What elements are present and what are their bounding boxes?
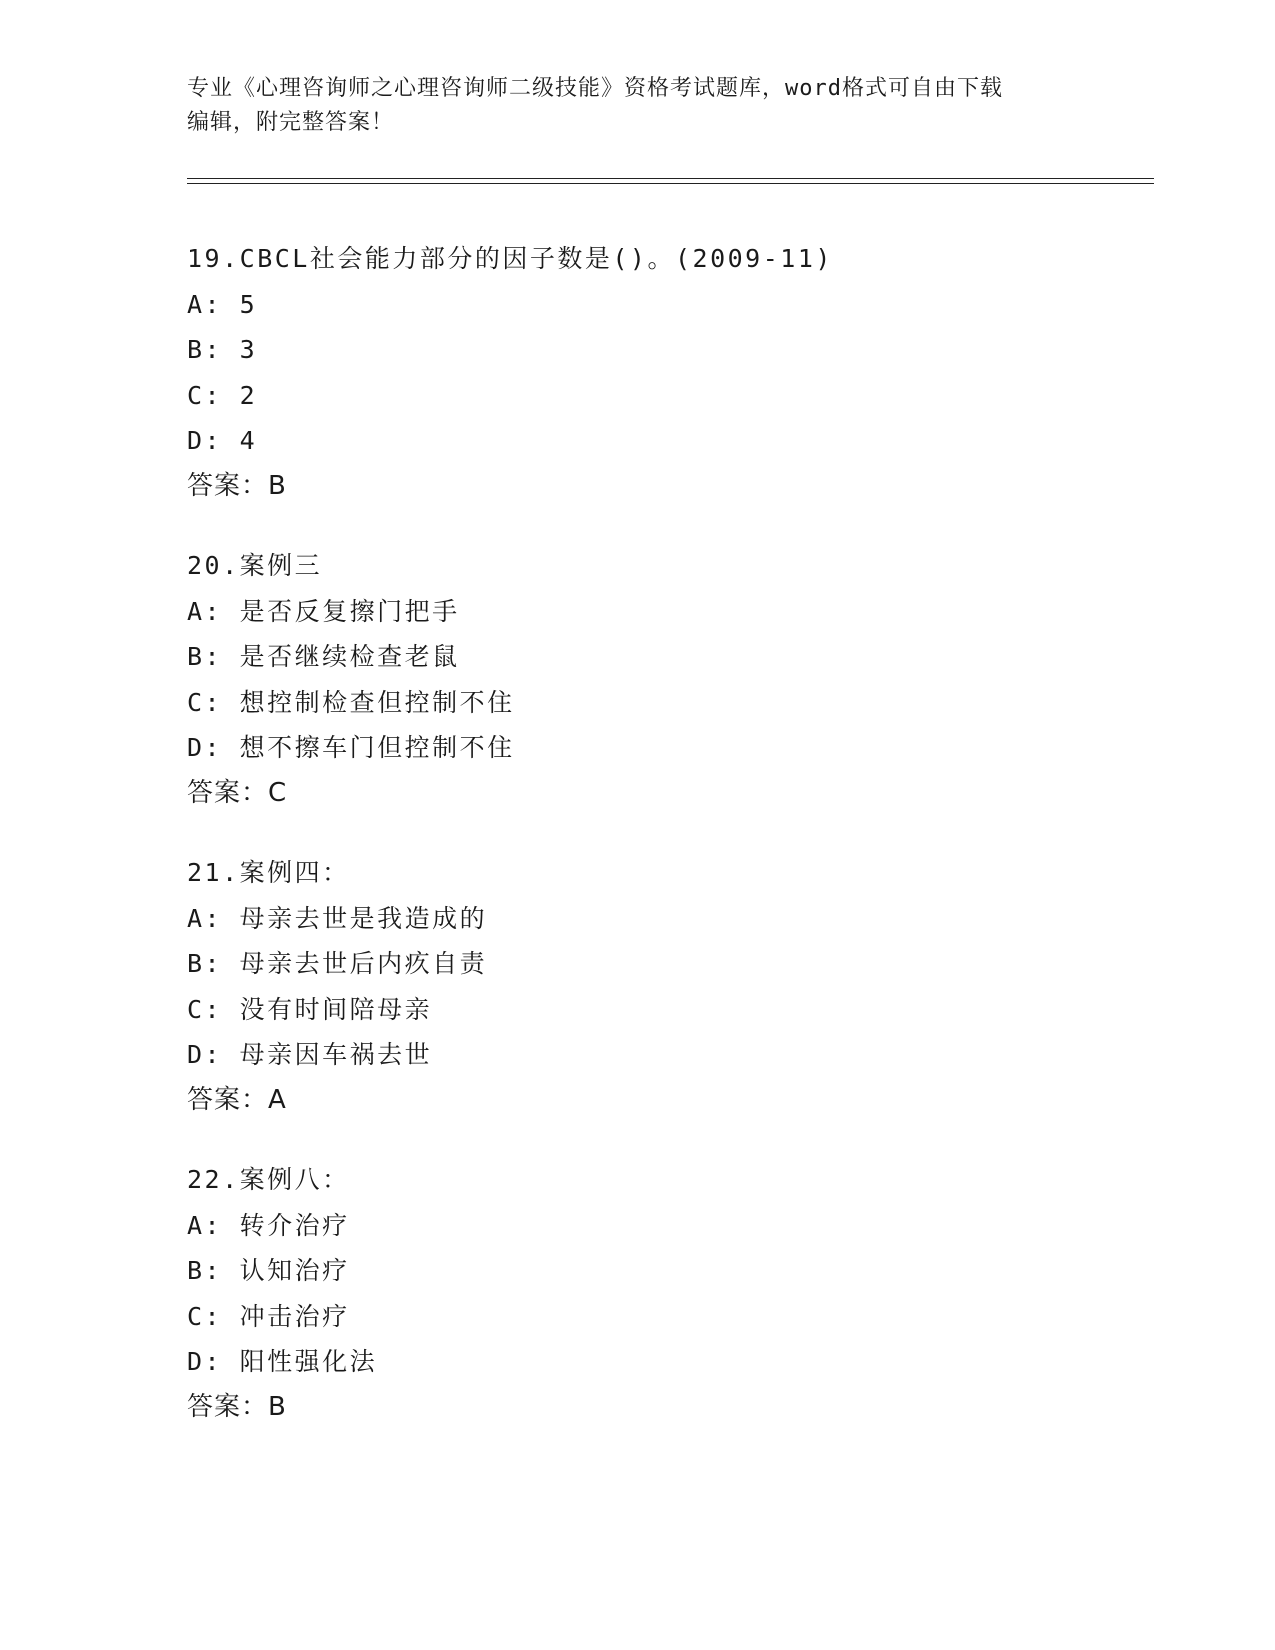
option-d: D: 阳性强化法 [187, 1347, 378, 1376]
option-d: D: 4 [187, 426, 258, 455]
question-list [187, 236, 1147, 1464]
header-divider-bottom [187, 183, 1154, 184]
option-b: B: 3 [187, 335, 258, 364]
option-a: A: 5 [187, 289, 258, 319]
question-stem: 21.案例四： [187, 858, 350, 887]
question-stem: 19.CBCL社会能力部分的因子数是()。(2009-11) [187, 244, 833, 273]
header-line-1: 专业《心理咨询师之心理咨询师二级技能》资格考试题库，word格式可自由下载 [187, 76, 1003, 101]
answer-label: 答案：A [187, 1084, 287, 1115]
answer-label: 答案：B [187, 1391, 287, 1422]
option-b: B: 认知治疗 [187, 1256, 350, 1285]
option-c: C: 想控制检查但控制不住 [187, 687, 515, 717]
question-20 [187, 543, 1147, 816]
option-d: D: 想不擦车门但控制不住 [187, 733, 515, 762]
answer-label: 答案：C [187, 777, 288, 808]
question-21 [187, 850, 1147, 1123]
option-a: A: 转介治疗 [187, 1210, 350, 1240]
question-22 [187, 1157, 1147, 1430]
option-d: D: 母亲因车祸去世 [187, 1040, 433, 1069]
option-c: C: 没有时间陪母亲 [187, 994, 433, 1024]
option-c: C: 冲击治疗 [187, 1301, 350, 1331]
option-b: B: 母亲去世后内疚自责 [187, 949, 488, 978]
header-line-2: 编辑，附完整答案！ [187, 110, 395, 135]
header-divider-top [187, 178, 1154, 179]
option-a: A: 母亲去世是我造成的 [187, 903, 488, 933]
question-19 [187, 236, 1147, 509]
option-a: A: 是否反复擦门把手 [187, 596, 460, 626]
question-stem: 20.案例三 [187, 551, 323, 580]
question-stem: 22.案例八： [187, 1165, 350, 1194]
option-b: B: 是否继续检查老鼠 [187, 642, 460, 671]
answer-label: 答案：B [187, 470, 287, 501]
document-header [187, 72, 1087, 140]
option-c: C: 2 [187, 380, 258, 410]
